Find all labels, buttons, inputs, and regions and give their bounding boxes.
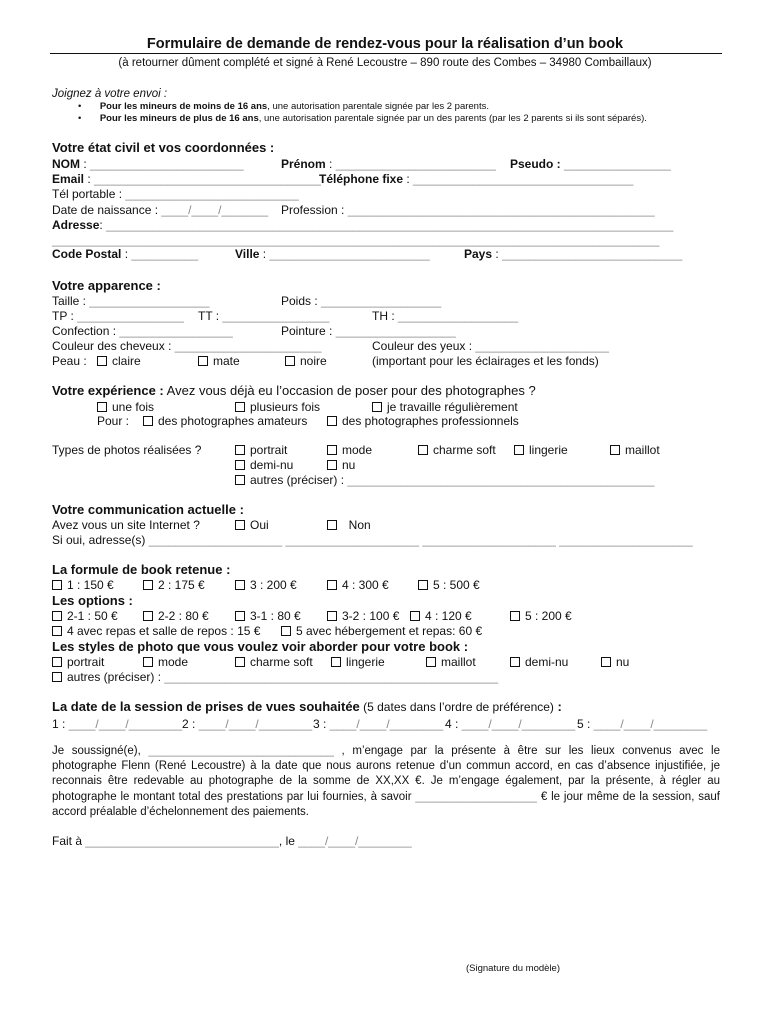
checkbox-icon[interactable]	[418, 445, 428, 455]
nom-field[interactable]: NOM : _______________________	[52, 157, 244, 171]
checkbox-icon[interactable]	[510, 657, 520, 667]
taille-label: Taille :	[52, 294, 87, 308]
formule-heading: La formule de book retenue :	[52, 562, 231, 577]
profession-label: Profession :	[281, 203, 345, 217]
option-label: maillot	[625, 443, 660, 457]
date-label: 3 :	[313, 717, 327, 731]
option-label: nu	[342, 458, 356, 472]
option-label: Oui	[250, 518, 269, 532]
experience-heading	[52, 383, 536, 398]
option-4[interactable]	[410, 609, 472, 623]
type-charme-option[interactable]	[418, 443, 496, 457]
site-oui-option[interactable]	[235, 518, 269, 532]
cp-field[interactable]: Code Postal : __________	[52, 247, 199, 261]
option-label: noire	[300, 354, 327, 368]
option-3-1[interactable]	[235, 609, 301, 623]
joindre-bullet-2: • Pour les mineurs de plus de 16 ans, une autorisation parentale signée par un des parents (par les 2 parents si ils sont séparés).	[78, 113, 647, 124]
option-3-2[interactable]	[327, 609, 399, 623]
session-title: La date de la session de prises de vues souhaitée	[52, 699, 360, 714]
session-date-4[interactable]: 4 : ____/____/________	[445, 717, 576, 731]
cheveux-field[interactable]: Couleur des cheveux : ______________________	[52, 339, 322, 353]
style-nu[interactable]	[601, 655, 629, 669]
engagement-body: , m’engage par la présente à être sur les lieux convenus avec le photographe Flenn (René Lecoustre) à la date que nous aurons retenue d’un commun accord, en cas d’absence injustifiée, je reconnais être redevable au photographe de la somme de XX,XX €. Je m’engage également, par la présente, à régler au photographe le montant total des prestations par lui fournies, à savoir	[52, 745, 721, 803]
euro-sign: €	[540, 790, 548, 803]
checkbox-icon[interactable]	[426, 657, 436, 667]
pseudo-label: Pseudo :	[510, 157, 561, 171]
pointure-label: Pointure :	[281, 324, 333, 338]
naissance-label: Date de naissance :	[52, 203, 159, 217]
title-rule	[50, 53, 722, 54]
bullet-1-bold: Pour les mineurs de moins de 16 ans	[99, 101, 268, 112]
type-maillot-option[interactable]	[610, 443, 660, 457]
checkbox-icon[interactable]	[97, 356, 107, 366]
option-label: 4 : 120 €	[425, 609, 472, 623]
prenom-label: Prénom	[281, 157, 326, 171]
prenom-field[interactable]: Prénom : ________________________	[281, 157, 496, 171]
option-label: 3-1 : 80 €	[250, 609, 301, 623]
session-note: (5 dates dans l’ordre de préférence)	[359, 700, 554, 714]
option-repas[interactable]	[52, 624, 260, 638]
exp-pros-option[interactable]	[327, 414, 519, 428]
checkbox-icon[interactable]	[327, 580, 337, 590]
exp-une-fois-option[interactable]	[97, 400, 154, 414]
pays-label: Pays	[464, 247, 493, 261]
peau-claire-option[interactable]	[97, 354, 141, 368]
checkbox-icon[interactable]	[327, 520, 337, 530]
option-label: 5 : 500 €	[433, 578, 480, 592]
joindre-bullet-1: • Pour les mineurs de moins de 16 ans, une autorisation parentale signée par les 2 parents.	[78, 101, 489, 112]
checkbox-icon[interactable]	[372, 402, 382, 412]
adresse-label: Adresse	[52, 218, 100, 232]
option-label: je travaille régulièrement	[387, 400, 518, 414]
engagement-start: Je soussigné(e),	[52, 745, 141, 757]
experience-title: Votre expérience :	[52, 383, 164, 398]
bullet-1-text: , une autorisation parentale signée par les 2 parents.	[267, 101, 489, 112]
option-label: portrait	[67, 655, 105, 669]
yeux-label: Couleur des yeux :	[372, 339, 473, 353]
checkbox-icon[interactable]	[235, 657, 245, 667]
peau-note: (important pour les éclairages et les fonds)	[372, 354, 599, 368]
date-label: 5 :	[577, 717, 591, 731]
tel-portable-label: Tél portable :	[52, 187, 123, 201]
email-label: Email	[52, 172, 85, 186]
option-label: nu	[616, 655, 630, 669]
checkbox-icon[interactable]	[52, 657, 62, 667]
option-label: 2 : 175 €	[158, 578, 205, 592]
session-heading	[52, 699, 562, 714]
style-demi-nu[interactable]	[510, 655, 568, 669]
checkbox-icon[interactable]	[510, 611, 520, 621]
option-label: lingerie	[346, 655, 385, 669]
checkbox-icon[interactable]	[143, 611, 153, 621]
ville-label: Ville	[235, 247, 260, 261]
checkbox-icon[interactable]	[281, 626, 291, 636]
style-portrait[interactable]	[52, 655, 104, 669]
pseudo-field[interactable]: Pseudo : ________________	[510, 157, 671, 171]
type-lingerie-option[interactable]	[514, 443, 568, 457]
checkbox-icon[interactable]	[331, 657, 341, 667]
civil-heading: Votre état civil et vos coordonnées :	[52, 140, 275, 155]
checkbox-icon[interactable]	[235, 460, 245, 470]
option-label: demi-nu	[525, 655, 569, 669]
session-colon: :	[557, 699, 562, 714]
option-label: charme soft	[250, 655, 313, 669]
exp-pour-label: Pour :	[97, 414, 130, 428]
joindre-label: Joignez à votre envoi :	[52, 88, 168, 100]
pointure-field[interactable]: Pointure : __________________	[281, 324, 456, 338]
communication-heading: Votre communication actuelle :	[52, 502, 244, 517]
option-label: 3-2 : 100 €	[342, 609, 400, 623]
session-date-3[interactable]: 3 : ____/____/________	[313, 717, 444, 731]
type-mode-option[interactable]	[327, 443, 372, 457]
poids-label: Poids :	[281, 294, 318, 308]
option-label: une fois	[112, 400, 155, 414]
engagement-end: le jour même de la session, sauf accord préalable d’échelonnement des paiements.	[52, 790, 720, 818]
formule-option-5[interactable]	[418, 578, 480, 592]
checkbox-icon[interactable]	[143, 416, 153, 426]
signature-label: (Signature du modèle)	[466, 963, 560, 974]
option-label: 5 : 200 €	[525, 609, 572, 623]
options-heading: Les options :	[52, 593, 133, 608]
option-label: Non	[348, 518, 371, 532]
checkbox-icon[interactable]	[235, 520, 245, 530]
type-nu-option[interactable]	[327, 458, 355, 472]
tel-fixe-label: Téléphone fixe	[319, 172, 404, 186]
th-field[interactable]: TH : __________________	[372, 309, 519, 323]
checkbox-icon[interactable]	[410, 611, 420, 621]
cheveux-label: Couleur des cheveux :	[52, 339, 172, 353]
le-label: , le	[278, 834, 295, 848]
date-label: 1 :	[52, 717, 66, 731]
style-mode[interactable]	[143, 655, 188, 669]
checkbox-icon[interactable]	[52, 626, 62, 636]
checkbox-icon[interactable]	[143, 580, 153, 590]
option-label: charme soft	[433, 443, 496, 457]
option-5[interactable]	[510, 609, 572, 623]
formule-option-2[interactable]	[143, 578, 205, 592]
date-label: 2 :	[182, 717, 196, 731]
page-subtitle: (à retourner dûment complété et signé à René Lecoustre – 890 route des Combes – 34980 Combaillaux)	[118, 57, 652, 69]
option-label: des photographes amateurs	[158, 414, 308, 428]
page-title: Formulaire de demande de rendez-vous pour la réalisation d’un book	[146, 36, 624, 52]
option-label: claire	[112, 354, 141, 368]
naissance-field[interactable]: Date de naissance : ____/____/_______	[52, 203, 269, 217]
checkbox-icon[interactable]	[52, 580, 62, 590]
checkbox-icon[interactable]	[514, 445, 524, 455]
checkbox-icon[interactable]	[610, 445, 620, 455]
checkbox-icon[interactable]	[285, 356, 295, 366]
tel-fixe-field[interactable]: Téléphone fixe : _________________________________	[319, 172, 634, 186]
tt-field[interactable]: TT : ________________	[198, 309, 330, 323]
poids-field[interactable]: Poids : __________________	[281, 294, 442, 308]
option-label: mate	[213, 354, 240, 368]
option-label: 2-2 : 80 €	[158, 609, 209, 623]
option-label: des photographes professionnels	[342, 414, 519, 428]
bullet-2-bold: Pour les mineurs de plus de 16 ans	[99, 113, 259, 124]
checkbox-icon[interactable]	[327, 611, 337, 621]
site-adresse-label: Si oui, adresse(s)	[52, 533, 146, 547]
checkbox-icon[interactable]	[235, 445, 245, 455]
profession-field[interactable]: Profession : ______________________________________________	[281, 203, 655, 217]
option-label: 3 : 200 €	[250, 578, 297, 592]
formule-option-3[interactable]	[235, 578, 297, 592]
confection-label: Confection :	[52, 324, 117, 338]
type-autres-option[interactable]: autres (préciser) : ______________________________________________	[235, 473, 654, 487]
ville-field[interactable]: Ville : ________________________	[235, 247, 430, 261]
site-label: Avez vous un site Internet ?	[52, 518, 200, 532]
formule-option-1[interactable]	[52, 578, 114, 592]
types-label: Types de photos réalisées ?	[52, 443, 202, 457]
checkbox-icon[interactable]	[327, 460, 337, 470]
option-label: 4 : 300 €	[342, 578, 389, 592]
option-label: mode	[158, 655, 189, 669]
bullet-2-text: , une autorisation parentale signée par un des parents (par les 2 parents si ils sont séparés).	[258, 113, 647, 124]
site-adresse-field[interactable]: Si oui, adresse(s) ____________________ ____________________ ____________________ ____________________	[52, 533, 693, 547]
checkbox-icon[interactable]	[235, 475, 245, 485]
type-demi-nu-option[interactable]	[235, 458, 293, 472]
date-label: 4 :	[445, 717, 459, 731]
option-label: plusieurs fois	[250, 400, 321, 414]
adresse-line-2[interactable]: ___________________________________________________________________________________________	[52, 233, 660, 247]
option-label: mode	[342, 443, 373, 457]
style-charme[interactable]	[235, 655, 313, 669]
checkbox-icon[interactable]	[52, 672, 62, 682]
checkbox-icon[interactable]	[198, 356, 208, 366]
option-2-2[interactable]	[143, 609, 209, 623]
checkbox-icon[interactable]	[235, 402, 245, 412]
adresse-field[interactable]: Adresse: _____________________________________________________________________________________	[52, 218, 674, 232]
option-label: 2-1 : 50 €	[67, 609, 118, 623]
checkbox-icon[interactable]	[327, 416, 337, 426]
style-autres[interactable]: autres (préciser) : __________________________________________________	[52, 670, 498, 684]
email-field[interactable]: Email : __________________________________	[52, 172, 321, 186]
experience-question: Avez vous déjà eu l’occasion de poser pour des photographes ?	[163, 383, 536, 398]
exp-regulier-option[interactable]	[372, 400, 518, 414]
styles-heading: Les styles de photo que vous voulez voir aborder pour votre book :	[52, 639, 469, 654]
amount-blank[interactable]: ___________________	[415, 790, 537, 803]
apparence-heading: Votre apparence :	[52, 278, 161, 293]
formule-option-4[interactable]	[327, 578, 389, 592]
session-date-2[interactable]: 2 : ____/____/________	[182, 717, 313, 731]
option-hebergement[interactable]	[281, 624, 482, 638]
exp-amateurs-option[interactable]	[143, 414, 307, 428]
peau-mate-option[interactable]	[198, 354, 240, 368]
tel-portable-field[interactable]: Tél portable : __________________________	[52, 187, 299, 201]
checkbox-icon[interactable]	[327, 445, 337, 455]
taille-field[interactable]: Taille : __________________	[52, 294, 210, 308]
option-label: 5 avec hébergement et repas: 60 €	[296, 624, 483, 638]
checkbox-icon[interactable]	[97, 402, 107, 412]
session-date-1[interactable]: 1 : ____/____/________	[52, 717, 183, 731]
option-label: lingerie	[529, 443, 568, 457]
option-2-1[interactable]	[52, 609, 118, 623]
exp-plusieurs-option[interactable]	[235, 400, 320, 414]
checkbox-icon[interactable]	[143, 657, 153, 667]
tt-label: TT :	[198, 309, 220, 323]
checkbox-icon[interactable]	[235, 580, 245, 590]
type-portrait-option[interactable]	[235, 443, 287, 457]
tp-field[interactable]: TP : ________________	[52, 309, 184, 323]
name-blank[interactable]: _____________________________	[148, 745, 334, 757]
fait-field[interactable]: Fait à _____________________________, le ____/____/________	[52, 834, 412, 848]
pays-field[interactable]: Pays : ___________________________	[464, 247, 683, 261]
engagement-paragraph	[52, 744, 720, 820]
checkbox-icon[interactable]	[418, 580, 428, 590]
fait-label: Fait à	[52, 834, 83, 848]
checkbox-icon[interactable]	[52, 611, 62, 621]
checkbox-icon[interactable]	[235, 611, 245, 621]
yeux-field[interactable]: Couleur des yeux : ____________________	[372, 339, 609, 353]
site-non-option[interactable]	[327, 518, 371, 532]
checkbox-icon[interactable]	[601, 657, 611, 667]
confection-field[interactable]: Confection : _________________	[52, 324, 233, 338]
option-label: autres (préciser) :	[67, 670, 162, 684]
option-label: 1 : 150 €	[67, 578, 114, 592]
tp-label: TP :	[52, 309, 74, 323]
session-date-5[interactable]: 5 : ____/____/________	[577, 717, 708, 731]
style-maillot[interactable]	[426, 655, 476, 669]
option-label: portrait	[250, 443, 288, 457]
option-label: maillot	[441, 655, 476, 669]
option-label: 4 avec repas et salle de repos : 15 €	[67, 624, 261, 638]
option-label: demi-nu	[250, 458, 294, 472]
style-lingerie[interactable]	[331, 655, 385, 669]
nom-label: NOM	[52, 157, 80, 171]
peau-noire-option[interactable]	[285, 354, 327, 368]
peau-label: Peau :	[52, 354, 87, 368]
th-label: TH :	[372, 309, 395, 323]
cp-label: Code Postal	[52, 247, 122, 261]
option-label: autres (préciser) :	[250, 473, 345, 487]
